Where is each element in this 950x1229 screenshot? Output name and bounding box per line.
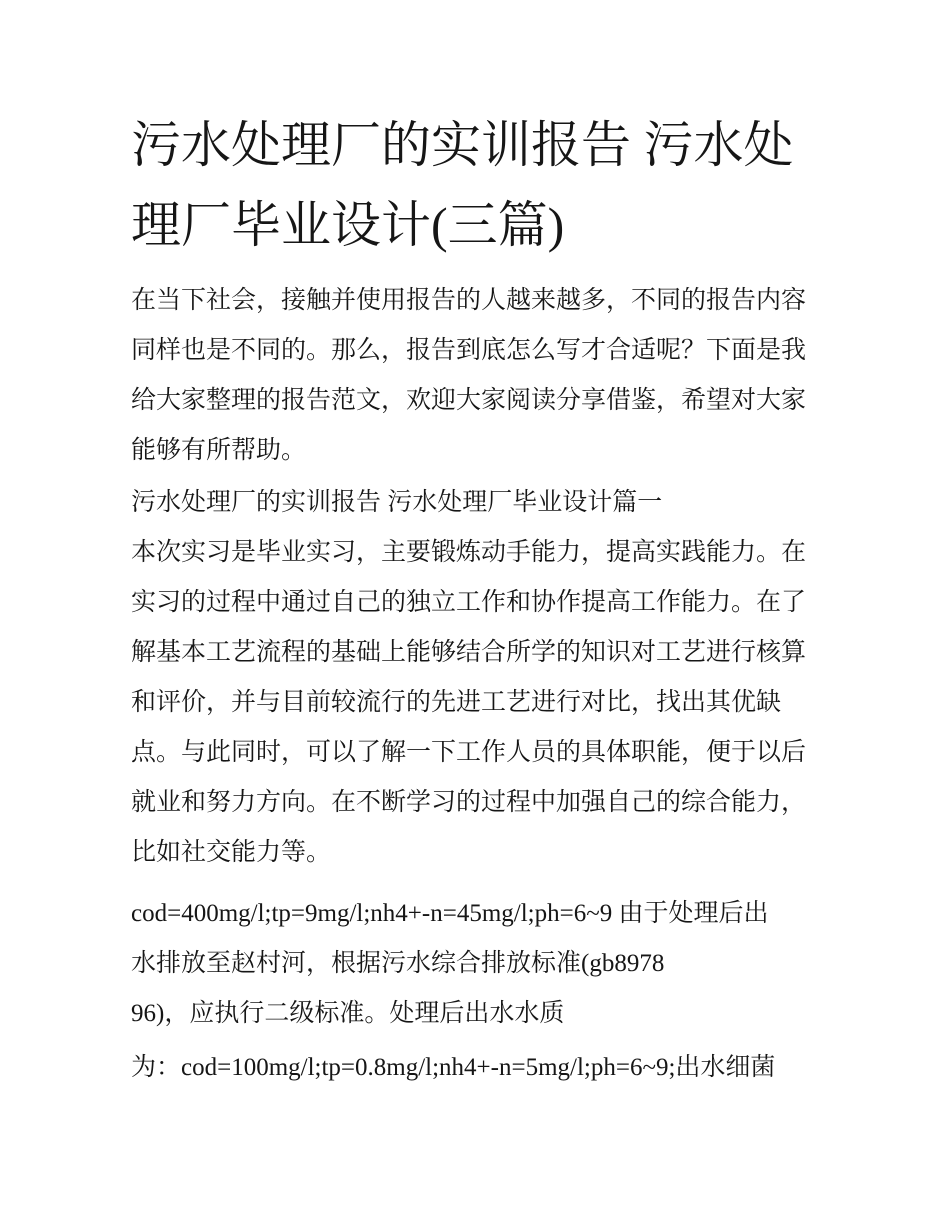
document-title <box>131 105 815 265</box>
intro-paragraph <box>131 276 815 476</box>
paragraph-line: 同样也是不同的。那么，报告到底怎么写才合适呢？下面是我 <box>131 337 807 364</box>
section-heading <box>131 478 815 528</box>
internship-paragraph <box>131 528 815 878</box>
title-line: 污水处理厂的实训报告 污水处 <box>131 117 794 173</box>
paragraph-line: 比如社交能力等。 <box>131 839 332 866</box>
paragraph-line: 为：cod=100mg/l;tp=0.8mg/l;nh4+-n=5mg/l;ph=6~9;出水细菌 <box>131 1054 776 1081</box>
paragraph-line: 给大家整理的报告范文，欢迎大家阅读分享借鉴，希望对大家 <box>131 387 807 414</box>
paragraph-line: cod=400mg/l;tp=9mg/l;nh4+-n=45mg/l;ph=6~9 由于处理后出 <box>131 900 769 927</box>
paragraph-line: 实习的过程中通过自己的独立工作和协作提高工作能力。在了 <box>131 589 807 616</box>
paragraph-line: 本次实习是毕业实习，主要锻炼动手能力，提高实践能力。在 <box>131 539 807 566</box>
effluent-quality-paragraph <box>131 1043 815 1093</box>
water-standards-paragraph <box>131 889 815 1039</box>
document-content <box>131 105 815 1093</box>
paragraph-line: 96)，应执行二级标准。处理后出水水质 <box>131 1000 565 1027</box>
paragraph-line: 解基本工艺流程的基础上能够结合所学的知识对工艺进行核算 <box>131 639 807 666</box>
paragraph-line: 和评价，并与目前较流行的先进工艺进行对比，找出其优缺 <box>131 689 782 716</box>
paragraph-line: 点。与此同时，可以了解一下工作人员的具体职能，便于以后 <box>131 739 807 766</box>
title-line: 理厂毕业设计(三篇) <box>131 197 565 253</box>
paragraph-line: 在当下社会，接触并使用报告的人越来越多，不同的报告内容 <box>131 287 807 314</box>
paragraph-line: 就业和努力方向。在不断学习的过程中加强自己的综合能力， <box>131 789 807 816</box>
section-heading-line: 污水处理厂的实训报告 污水处理厂毕业设计篇一 <box>131 489 663 516</box>
paragraph-line: 水排放至赵村河，根据污水综合排放标准(gb8978 <box>131 950 665 977</box>
paragraph-line: 能够有所帮助。 <box>131 437 307 464</box>
